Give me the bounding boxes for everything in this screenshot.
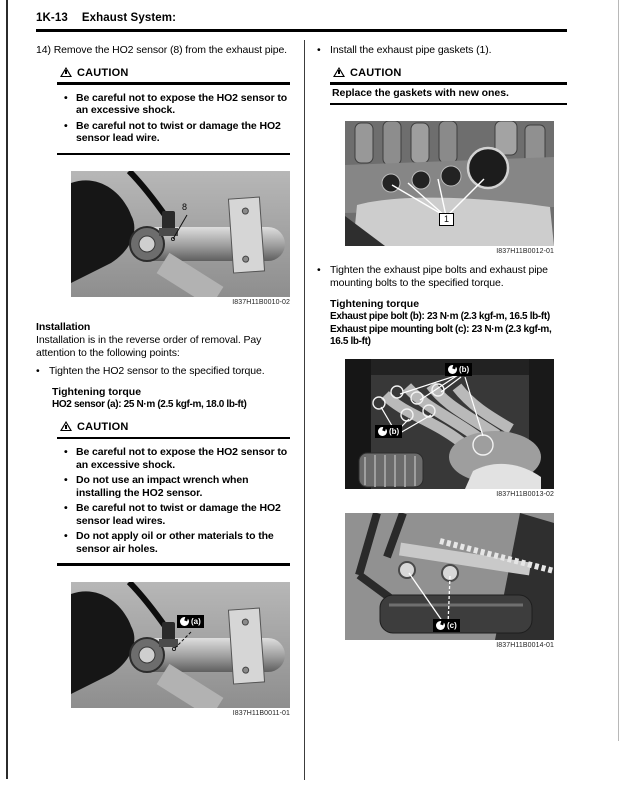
header-rule — [36, 29, 567, 32]
caution-item-text: Be careful not to expose the HO2 sensor to an excessive shock. — [76, 446, 288, 471]
exhaust-pipe-photo-art — [71, 582, 290, 708]
torque-label-text: (b) — [389, 426, 400, 436]
photo-exhaust-gaskets — [345, 121, 554, 246]
warning-icon — [333, 67, 345, 77]
engine-head-photo-art — [345, 121, 554, 246]
caution-title-label: CAUTION — [77, 421, 129, 433]
torque-spec-b: Exhaust pipe bolt (b): 23 N·m (2.3 kgf-m, 16.5 lb-ft) — [330, 311, 550, 322]
bullet-text: Tighten the HO2 sensor to the specified torque. — [49, 365, 265, 377]
caution-box-1 — [57, 66, 290, 155]
torque-block — [52, 386, 300, 412]
caution-box-2 — [57, 421, 290, 566]
caution-text: Replace the gaskets with new ones. — [332, 86, 509, 99]
torque-label-text: (c) — [447, 620, 457, 630]
torque-label-b — [445, 363, 472, 376]
caution-item-text: Be careful not to expose the HO2 sensor to an excessive shock. — [76, 91, 288, 116]
column-divider — [304, 40, 305, 780]
warning-icon — [60, 421, 72, 431]
caution-title-label: CAUTION — [77, 66, 129, 79]
torque-label-c — [433, 619, 460, 632]
torque-wrench-icon — [378, 427, 387, 436]
caution-title — [330, 66, 567, 79]
page-left-border — [6, 0, 8, 779]
exhaust-header-photo-art — [345, 359, 554, 489]
caution-item-text: Be careful not to twist or damage the HO2 sensor lead wires. — [76, 502, 281, 527]
caution-item: • Be careful not to expose the HO2 sensor to an excessive shock. — [57, 446, 290, 471]
torque-wrench-icon — [180, 617, 189, 626]
caution-body — [57, 85, 290, 153]
torque-label-text: (a) — [191, 616, 201, 626]
caution-item-text: Be careful not to twist or damage the HO2 sensor lead wire. — [76, 119, 281, 144]
photo-caption: I837H11B0012-01 — [496, 248, 554, 255]
page-header — [36, 12, 567, 24]
caution-item: • Do not apply oil or other materials to the sensor air holes. — [57, 530, 290, 555]
torque-label-b — [375, 425, 402, 438]
bullet-text: Install the exhaust pipe gaskets (1). — [330, 44, 492, 56]
bullet-text: Tighten the exhaust pipe bolts and exhaust pipe mounting bolts to the specified torque. — [330, 264, 548, 289]
caution-title-label: CAUTION — [350, 66, 402, 79]
photo-ho2-sensor-torque — [71, 582, 290, 708]
caution-item-text: Do not apply oil or other materials to the sensor air holes. — [76, 530, 274, 555]
caution-title — [57, 421, 290, 434]
torque-heading: Tightening torque — [330, 298, 420, 310]
step-14-text: 14) Remove the HO2 sensor (8) from the exhaust pipe. — [36, 44, 288, 56]
photo-caption: I837H11B0010-02 — [232, 299, 290, 306]
caution-rule-bottom — [57, 153, 290, 156]
caution-item: • Be careful not to expose the HO2 sensor to an excessive shock. — [57, 92, 290, 117]
torque-wrench-icon — [448, 365, 457, 374]
photo-exhaust-pipe-bolts — [345, 359, 554, 489]
photo-caption: I837H11B0011-01 — [232, 709, 290, 717]
section-title: Exhaust System: — [81, 12, 177, 24]
right-column — [317, 38, 567, 650]
photo-ho2-sensor-removal — [71, 171, 290, 297]
caution-item: • Be careful not to twist or damage the HO2 sensor lead wire. — [57, 120, 290, 145]
torque-label-a — [177, 615, 204, 628]
installation-heading: Installation — [36, 321, 91, 333]
caution-title — [57, 66, 290, 79]
torque-spec-c: Exhaust pipe mounting bolt (c): 23 N·m (2.3 kgf-m, 16.5 lb-ft) — [330, 323, 552, 347]
torque-label-text: (b) — [459, 364, 470, 374]
caution-rule-bottom — [57, 563, 290, 566]
torque-spec-a: HO2 sensor (a): 25 N·m (2.5 kgf-m, 18.0 lb-ft) — [52, 399, 247, 410]
warning-icon — [60, 67, 72, 77]
caution-body — [57, 439, 290, 563]
caution-rule-bottom — [330, 103, 567, 106]
torque-block — [330, 298, 567, 349]
photo-caption: I837H11B0013-02 — [496, 490, 554, 498]
bullet-item: • Tighten the HO2 sensor to the specified torque. — [36, 365, 265, 377]
section-code: 1K-13 — [36, 12, 68, 24]
exhaust-pipe-photo-art — [71, 171, 290, 297]
bullet-item: • Install the exhaust pipe gaskets (1). — [317, 44, 492, 56]
part-label-8: 8 — [182, 202, 188, 212]
page-right-edge — [618, 0, 619, 741]
left-column — [36, 38, 300, 718]
torque-wrench-icon — [436, 621, 445, 630]
bullet-item: • Tighten the exhaust pipe bolts and exhaust pipe mounting bolts to the specified torque. — [317, 264, 567, 290]
part-label-1: 1 — [439, 213, 454, 226]
torque-heading: Tightening torque — [52, 386, 142, 398]
photo-exhaust-mounting-bolts — [345, 513, 554, 640]
caution-item: • Do not use an impact wrench when installing the HO2 sensor. — [57, 474, 290, 499]
photo-caption: I837H11B0014-01 — [496, 641, 554, 649]
caution-item-text: Do not use an impact wrench when installing the HO2 sensor. — [76, 474, 249, 499]
caution-item: • Be careful not to twist or damage the HO2 sensor lead wires. — [57, 502, 290, 527]
caution-box-3 — [330, 66, 567, 105]
installation-paragraph: Installation is in the reverse order of removal. Pay attention to the following points: — [36, 334, 262, 359]
